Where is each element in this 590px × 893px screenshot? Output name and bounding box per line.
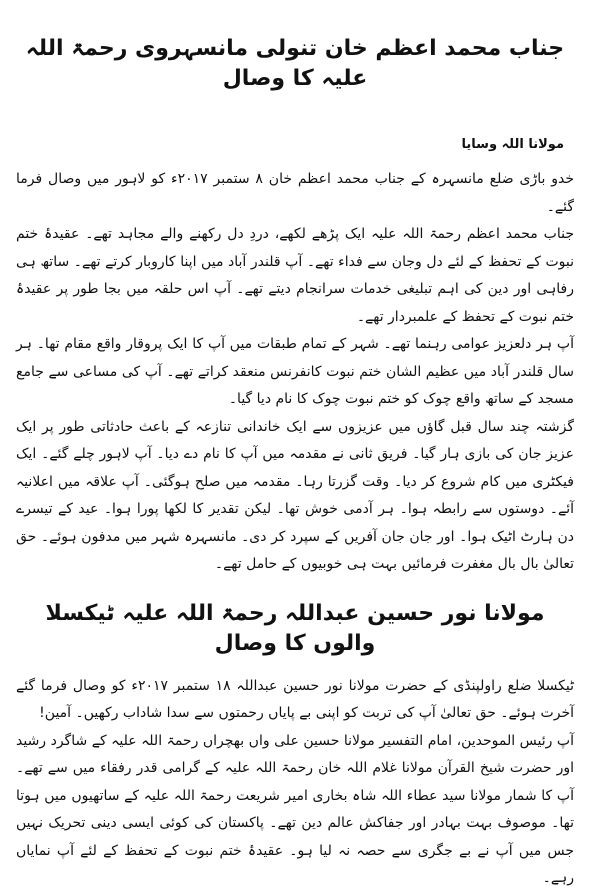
paragraph: آپ رئیس الموحدین، امام التفسیر مولانا حسین علی واں بھچراں رحمۃ اللہ علیہ کے شاگرد رشید اور حضرت شیخ القرآن مولانا غلام اللہ خان رحمۃ اللہ علیہ کے گرامی قدر رفقاء میں سے تھے۔ آپ کا شمار مولانا سید عطاء اللہ شاہ بخاری امیر شریعت رحمۃ اللہ علیہ کے ساتھیوں میں ہوتا تھا۔ موصوف بہت بہادر اور جفاکش عالم دین تھے۔ پاکستان کی کوئی ایسی دینی تحریک نہیں جس میں آپ نے بے جگری سے حصہ نہ لیا ہو۔ عقیدۂ ختم نبوت کے تحفظ کے لئے آپ نمایاں رہے۔ <box>16 732 574 886</box>
article-body-2 <box>16 673 574 893</box>
paragraph: خدو باڑی ضلع مانسہرہ کے جناب محمد اعظم خان ۸ ستمبر ۲۰۱۷ء کو لاہور میں وصال فرما گئے۔ <box>16 171 574 215</box>
author-name: مولانا اللہ وسایا <box>461 137 564 152</box>
paragraph: جناب محمد اعظم رحمۃ اللہ علیہ ایک پڑھے لکھے، دردِ دل رکھنے والے مجاہد تھے۔ عقیدۂ ختم نبوت کے تحفظ کے لئے دل وجان سے فداء تھے۔ آپ قلندر آباد میں اپنا کاروبار کرتے تھے۔ ساتھ ہی رفاہی اور دین کی اہم تبلیغی خدمات سرانجام دیتے تھے۔ آپ اس حلقہ میں بجا طور پر عقیدۂ ختم نبوت کے تحفظ کے علمبردار تھے۔ <box>16 226 574 325</box>
article-body <box>16 166 574 579</box>
paragraph: ٹیکسلا ضلع راولپنڈی کے حضرت مولانا نور حسین عبداللہ ۱۸ ستمبر ۲۰۱۷ء کو وصال فرما گئے آخرت ہوئے۔ حق تعالیٰ آپ کی تربت کو اپنی بے پایاں رحمتوں سے سدا شاداب رکھیں۔ آمین! <box>16 677 574 721</box>
article-title: جناب محمد اعظم خان تنولی مانسہروی رحمۃ اللہ علیہ کا وصال <box>25 36 565 91</box>
section-heading: مولانا نور حسین عبداللہ رحمۃ اللہ علیہ ٹیکسلا والوں کا وصال <box>45 600 545 656</box>
paragraph: آپ ہر دلعزیز عوامی رہنما تھے۔ شہر کے تمام طبقات میں آپ کا ایک پروقار واقع مقام تھا۔ ہر سال قلندر آباد میں عظیم الشان ختم نبوت کانفرنس منعقد کراتے تھے۔ آپ کی مساعی سے جامع مسجد کے ساتھ واقع چوک کو ختم نبوت چوک کا نام دیا گیا۔ <box>16 336 574 407</box>
paragraph: گزشتہ چند سال قبل گاؤں میں عزیزوں سے ایک خاندانی تنازعہ کے باعث حادثاتی طور پر ایک عزیز جان کی بازی ہار گیا۔ فریق ثانی نے مقدمہ میں آپ کا نام دے دیا۔ آپ لاہور چلے گئے۔ ایک فیکٹری میں کام شروع کر دیا۔ وقت گزرتا رہا۔ مقدمہ میں صلح ہوگئی۔ آپ علاقہ میں اعلانیہ آئے۔ دوستوں سے رابطہ ہوا۔ ہر آدمی خوش تھا۔ لیکن تقدیر کا لکھا پورا ہوا۔ عید کے تیسرے دن ہارٹ اٹیک ہوا۔ اور جان جان آفریں کے سپرد کر دی۔ مانسہرہ شہر میں مدفون ہوئے۔ حق تعالیٰ بال بال مغفرت فرمائیں بہت ہی خوبیوں کے حامل تھے۔ <box>16 418 574 572</box>
